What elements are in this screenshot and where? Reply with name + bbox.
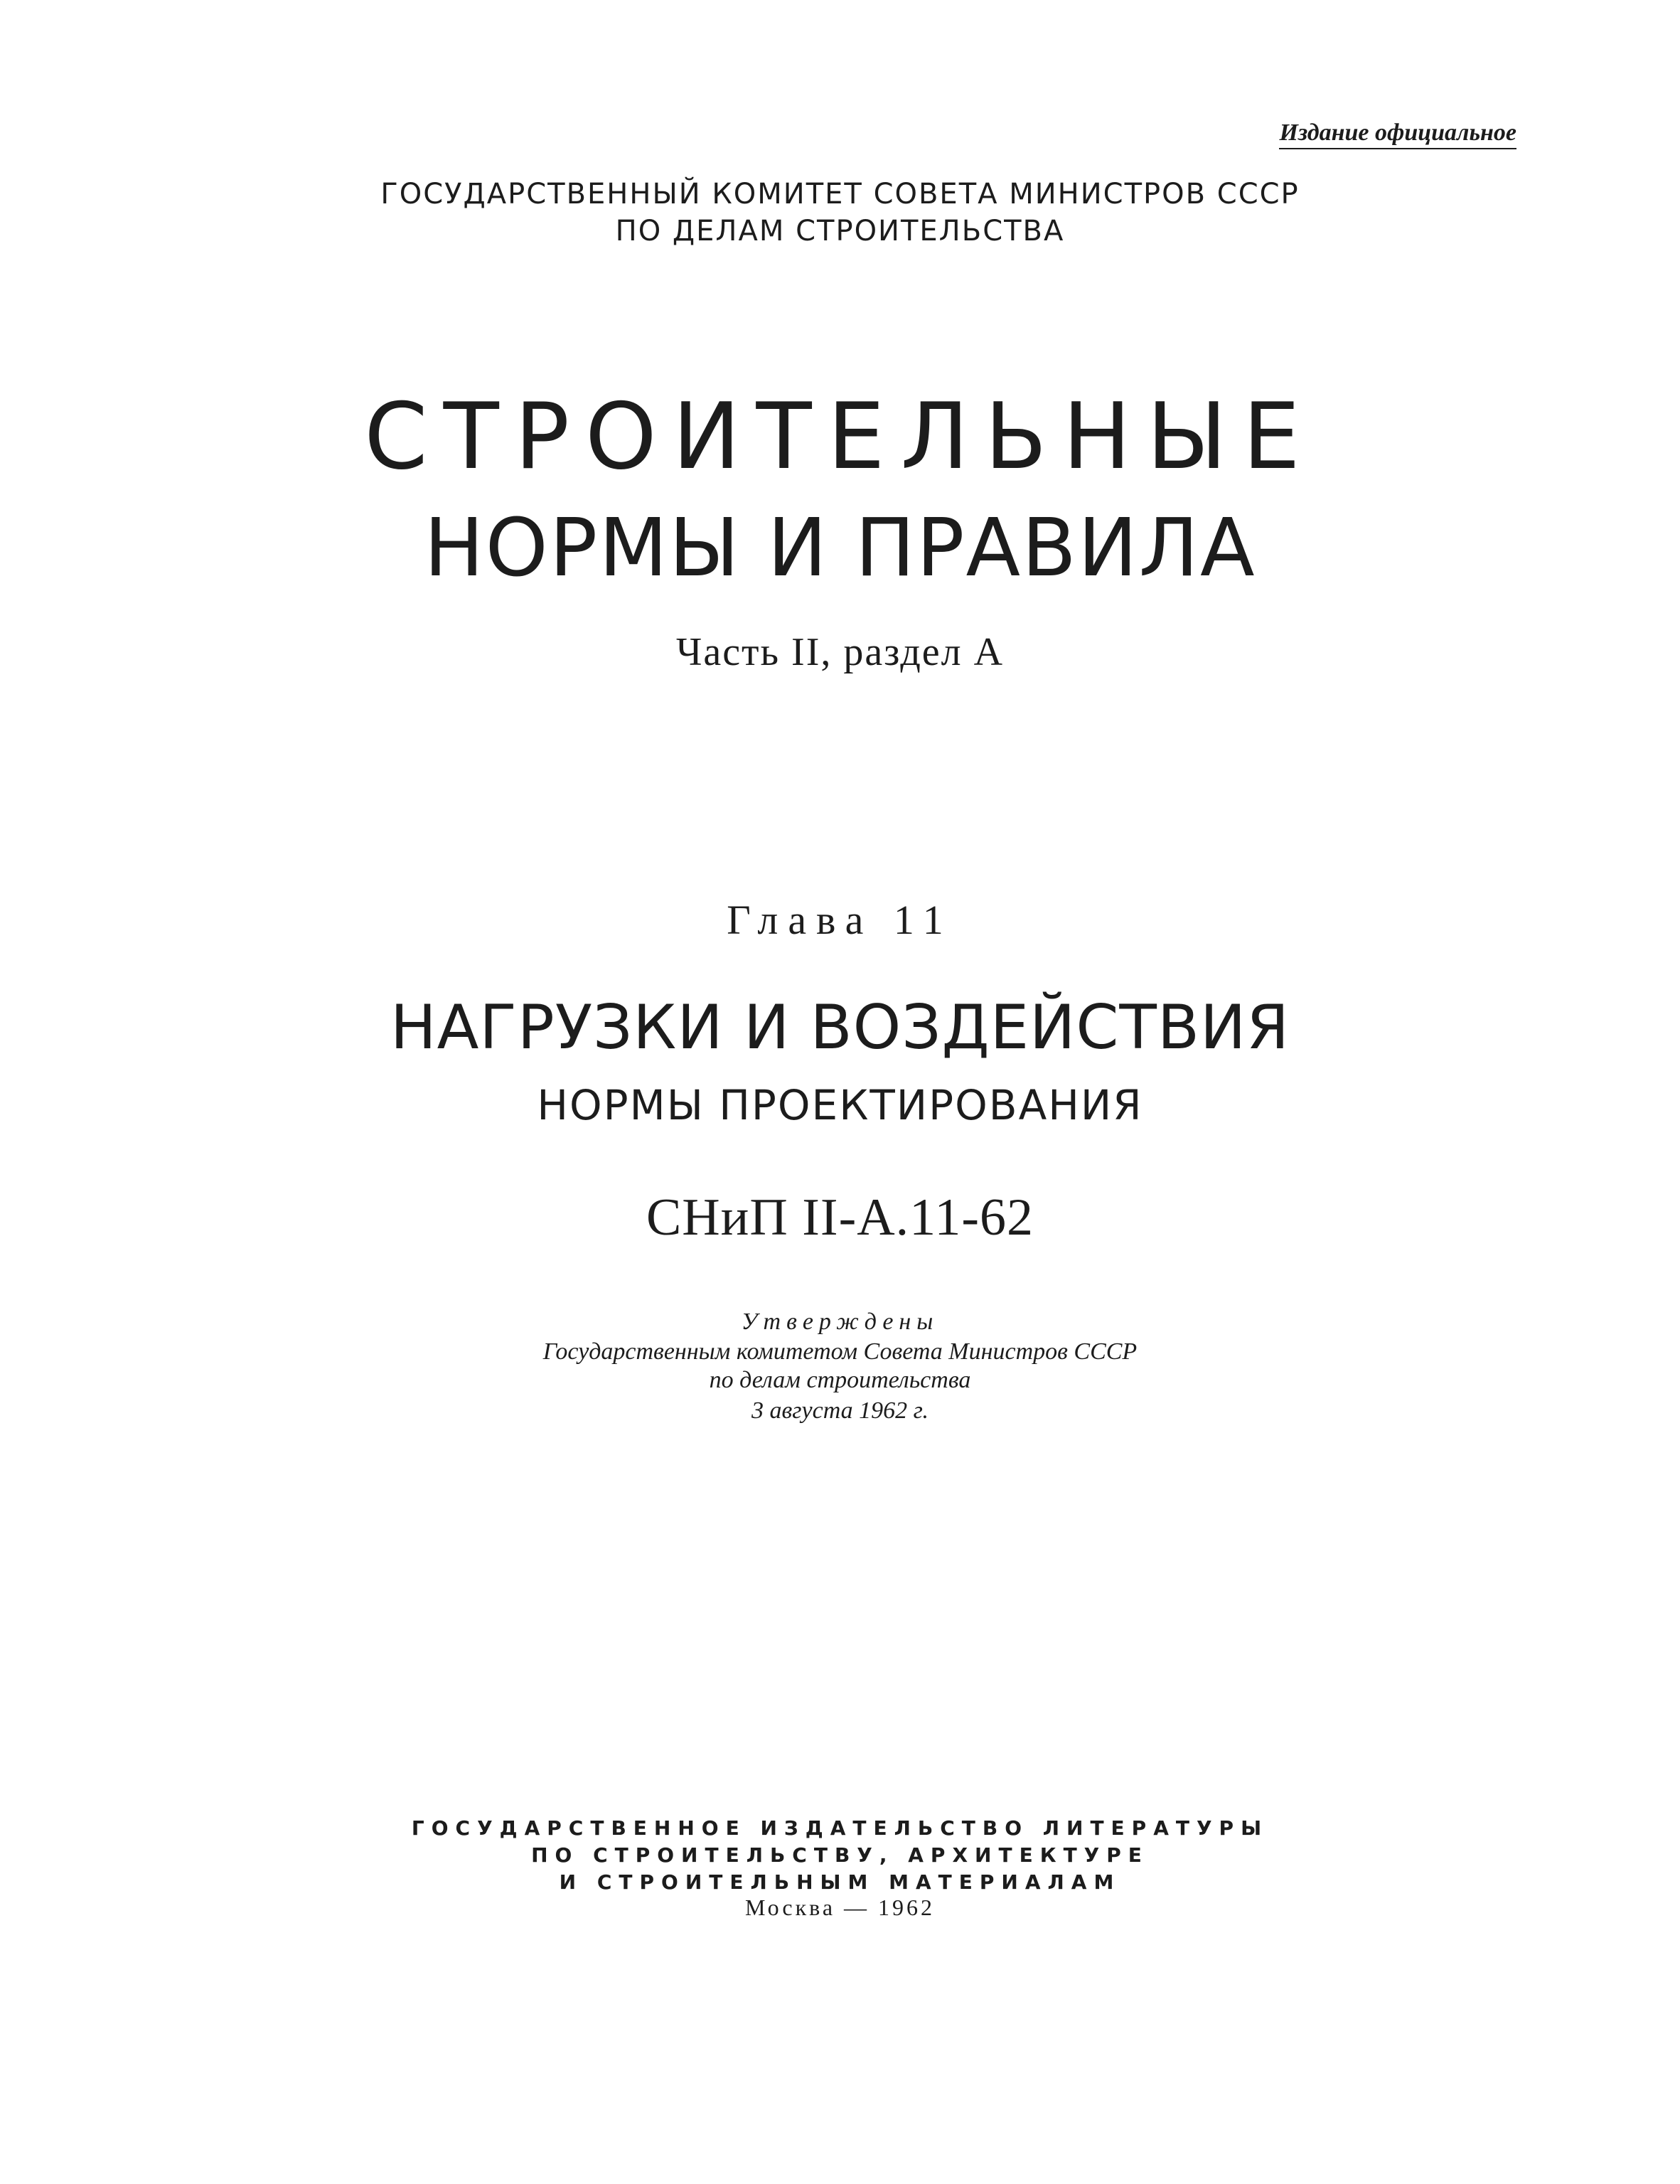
part-section: Часть II, раздел А (675, 630, 1005, 674)
chapter-number: Глава 11 (727, 897, 953, 943)
committee-line-1: ГОСУДАРСТВЕННЫЙ КОМИТЕТ СОВЕТА МИНИСТРОВ СССР (380, 178, 1300, 211)
chapter-title: НАГРУЗКИ И ВОЗДЕЙСТВИЯ (390, 992, 1290, 1063)
approval-line-3: по делам строительства (709, 1367, 971, 1393)
approval-date: 3 августа 1962 г. (751, 1397, 929, 1424)
publisher-line-1: ГОСУДАРСТВЕННОЕ ИЗДАТЕЛЬСТВО ЛИТЕРАТУРЫ (411, 1816, 1269, 1840)
document-code: СНиП II-А.11-62 (646, 1188, 1034, 1247)
publisher-line-2: ПО СТРОИТЕЛЬСТВУ, АРХИТЕКТУРЕ (531, 1843, 1149, 1867)
approval-line-2: Государственным комитетом Совета Министров СССР (542, 1338, 1138, 1365)
committee-line-2: ПО ДЕЛАМ СТРОИТЕЛЬСТВА (615, 215, 1065, 247)
edition-note: Издание официальное (1279, 119, 1516, 149)
main-title-line-1: СТРОИТЕЛЬНЫЕ (364, 384, 1316, 490)
publisher-line-3: И СТРОИТЕЛЬНЫМ МАТЕРИАЛАМ (559, 1870, 1121, 1894)
approval-line-1: Утверждены (741, 1309, 939, 1335)
main-title-line-2: НОРМЫ И ПРАВИЛА (424, 502, 1256, 595)
chapter-subtitle: НОРМЫ ПРОЕКТИРОВАНИЯ (537, 1081, 1143, 1129)
city-year: Москва — 1962 (744, 1895, 936, 1920)
